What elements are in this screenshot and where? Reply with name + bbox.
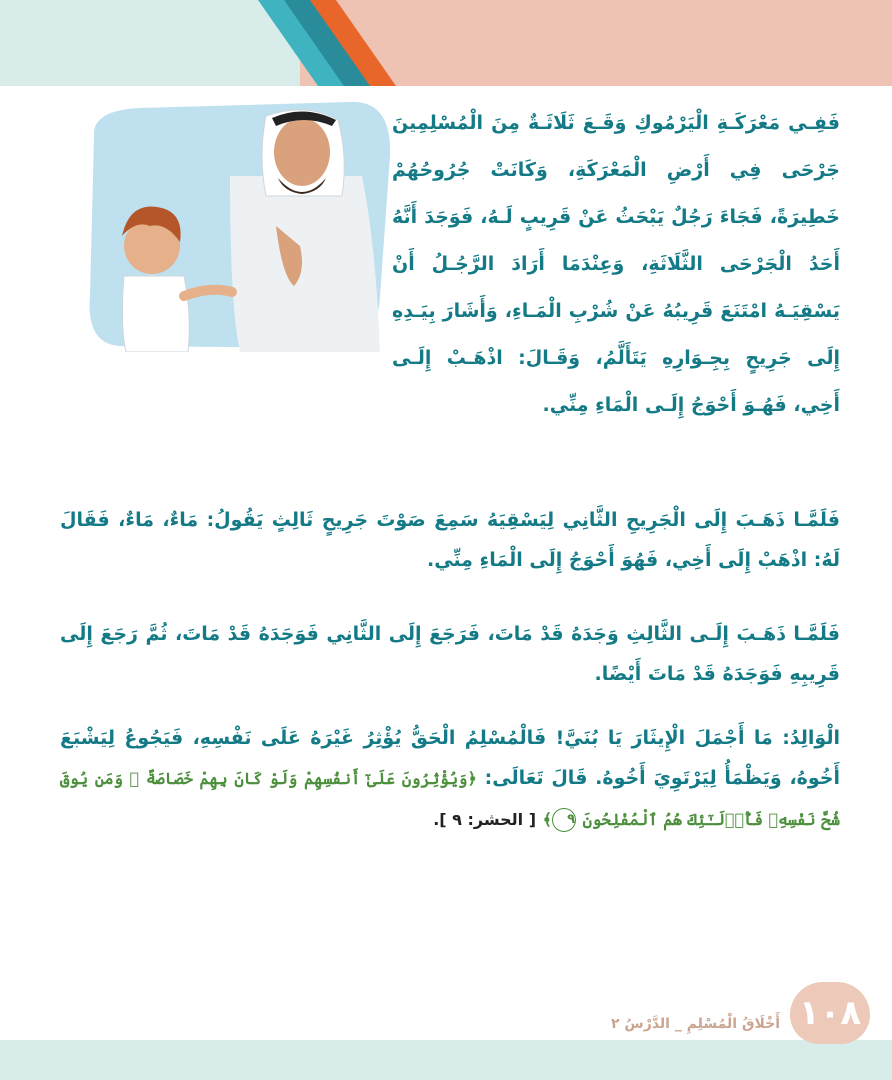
quran-close-bracket: ﴾ bbox=[542, 810, 553, 829]
quran-verse: وَيُؤْثِرُونَ عَلَىٰٓ أَنفُسِهِمْ وَلَوْ كَانَ بِهِمْ خَصَاصَةٌ ۚ وَمَن يُوقَ شُحَّ نَفْسِهِۦ فَأُو۟لَـٰٓئِكَ هُمُ ٱلْمُفْلِحُونَ bbox=[60, 769, 840, 829]
verse-reference: [ الحشر: ٩ ]. bbox=[433, 810, 537, 829]
running-title: أَخْلَاقُ الْمُسْلِمِ _ الدَّرْسُ ٢ bbox=[611, 1016, 780, 1032]
quran-open-bracket: ﴿ bbox=[467, 769, 477, 788]
footer-band bbox=[0, 1040, 892, 1080]
paragraph-1: فَفِـي مَعْرَكَـةِ الْيَرْمُوكِ وَقَـعَ ثَلَاثَـةٌ مِنَ الْمُسْلِمِينَ جَرْحَى فِي أَرْضِ الْمَعْرَكَةِ، وَكَانَتْ جُرُوحُهُمْ خَطِيرَةً، فَجَاءَ رَجُلٌ يَبْحَثُ عَنْ قَرِيبٍ لَـهُ، فَوَجَدَ أَنَّهُ أَحَدُ الْجَرْحَى الثَّلَاثَةِ، وَعِنْدَمَا أَرَادَ الرَّجُـلُ أَنْ يَسْقِيَـهُ امْتَنَعَ قَرِيبُهُ عَنْ شُرْبِ الْمَـاءِ، وَأَشَارَ بِيَـدِهِ إِلَى جَرِيحٍ بِجِـوَارِهِ يَتَأَلَّمُ، وَقَـالَ: اذْهَـبْ إِلَـى أَخِي، فَهُـوَ أَحْوَجُ إِلَـى الْمَاءِ مِنِّي. bbox=[392, 112, 840, 416]
father-statement: الْوَالِدُ: مَا أَجْمَلَ الْإِيثَارَ يَا بُنَيَّ! فَالْمُسْلِمُ الْحَقُّ يُؤْثِرُ غَيْرَهُ عَلَى نَفْسِهِ، فَيَجُوعُ لِيَشْبَعَ أَخُوهُ، وَيَظْمَأُ لِيَرْتَوِيَ أَخُوهُ. قَالَ تَعَالَى: bbox=[60, 727, 840, 789]
paragraph-4 bbox=[60, 718, 840, 840]
father-and-son-illustration bbox=[80, 96, 398, 352]
paragraph-3: فَلَمَّـا ذَهَـبَ إِلَـى الثَّالِثِ وَجَدَهُ قَدْ مَاتَ، فَرَجَعَ إِلَى الثَّانِي فَوَجَدَهُ قَدْ مَاتَ، ثُمَّ رَجَعَ إِلَى قَرِيبِهِ فَوَجَدَهُ قَدْ مَاتَ أَيْضًا. bbox=[60, 623, 840, 685]
page-number: ١٠٨ bbox=[790, 982, 870, 1044]
paragraph-2: فَلَمَّـا ذَهَـبَ إِلَى الْجَرِيحِ الثَّانِي لِيَسْقِيَهُ سَمِعَ صَوْتَ جَرِيحٍ ثَالِثٍ يَقُولُ: مَاءٌ، مَاءٌ، فَقَالَ لَهُ: اذْهَبْ إِلَى أَخِي، فَهُوَ أَحْوَجُ إِلَى الْمَاءِ مِنِّي. bbox=[60, 509, 840, 571]
ayah-number-marker: ٩ bbox=[552, 808, 576, 832]
